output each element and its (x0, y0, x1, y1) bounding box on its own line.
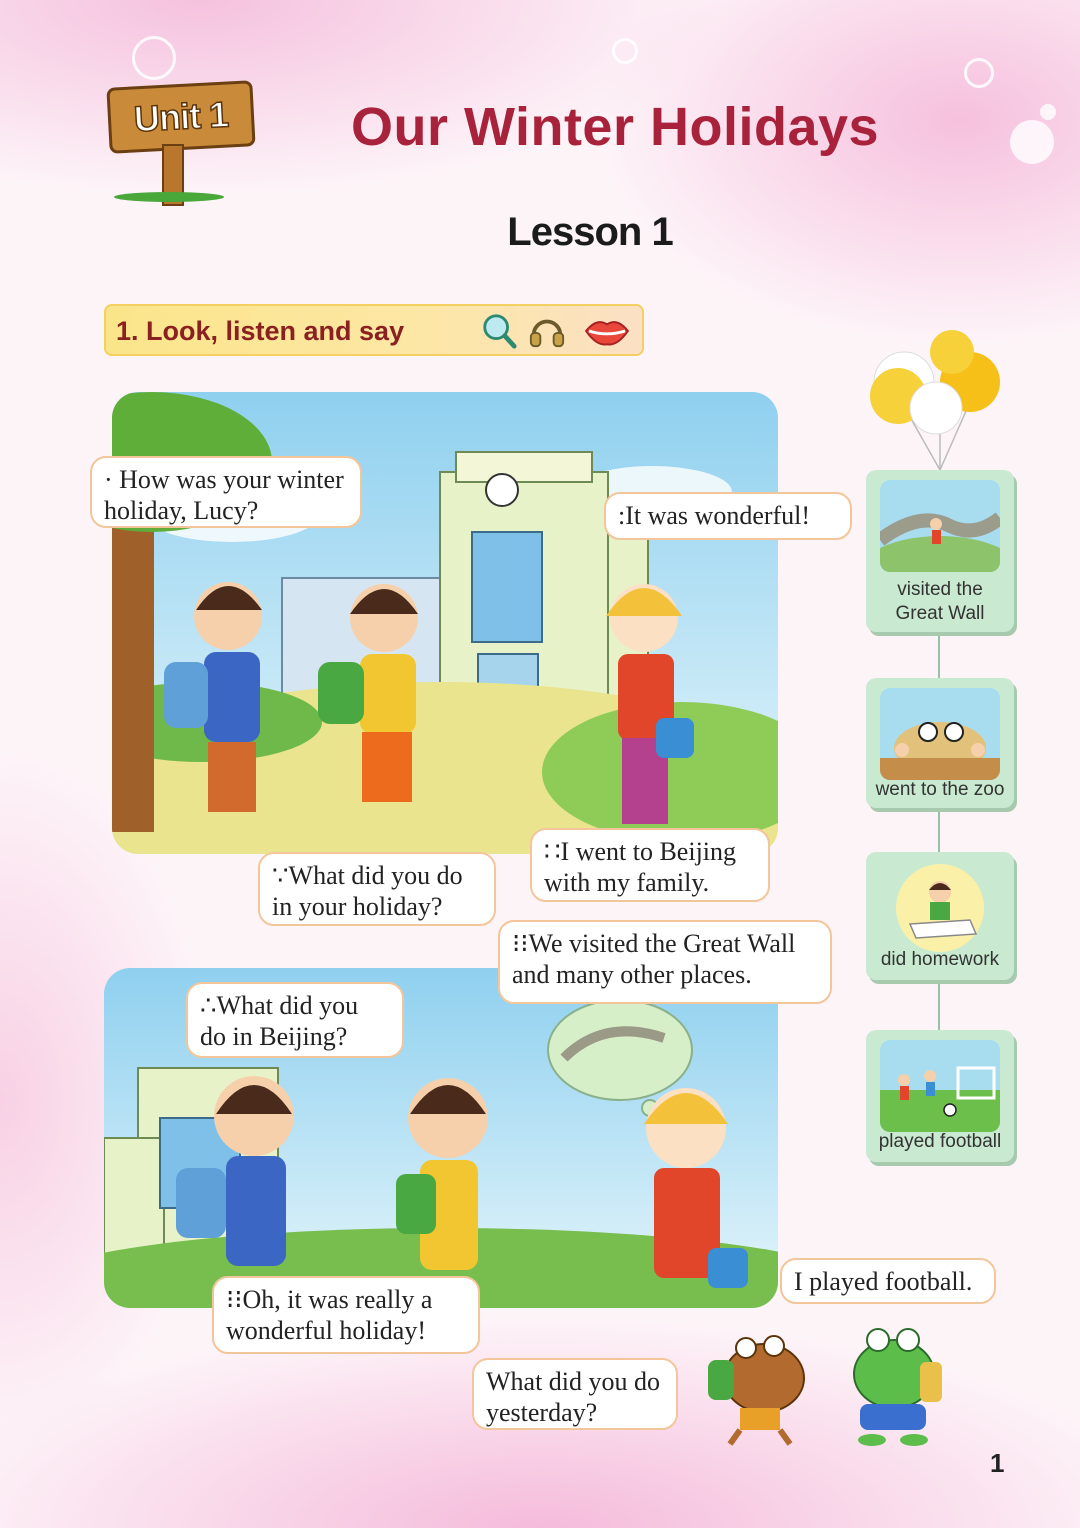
speech-bubble: ∷I went to Beijing with my family. (530, 828, 770, 902)
speech-bubble: ⁝⁝Oh, it was really a wonderful holiday! (212, 1276, 480, 1354)
great-wall-icon (880, 480, 1000, 572)
decor-bubble (1040, 104, 1056, 120)
speech-bubble: :It was wonderful! (604, 492, 852, 540)
decor-bubble (1010, 120, 1054, 164)
vocab-label: went to the zoo (875, 779, 1005, 800)
speech-bubble: · How was your winter holiday, Lucy? (90, 456, 362, 528)
page-title: Our Winter Holidays (350, 97, 880, 157)
brown-toad-icon (700, 1318, 820, 1448)
lesson-heading: Lesson 1 (507, 210, 673, 254)
vocab-connector (938, 632, 940, 678)
decor-bubble (964, 58, 994, 88)
decor-bubble (612, 38, 638, 64)
magnifier-icon (480, 312, 518, 350)
vocab-card-great-wall (866, 470, 1014, 632)
football-icon (880, 1040, 1000, 1132)
page-number: 1 (990, 1448, 1005, 1478)
green-frog-icon (842, 1318, 952, 1448)
vocab-label: did homework (880, 949, 1000, 970)
vocab-card-zoo (866, 678, 1014, 808)
speech-bubble: What did you do yesterday? (472, 1358, 678, 1430)
homework-icon (880, 862, 1000, 954)
speech-bubble: ∴What did you do in Beijing? (186, 982, 404, 1058)
unit-label: Unit 1 (132, 93, 229, 140)
zoo-icon (880, 688, 1000, 780)
unit-signpost (104, 74, 254, 204)
speech-bubble: ⁝⁝We visited the Great Wall and many other places. (498, 920, 832, 1004)
vocab-connector (938, 808, 940, 854)
lips-icon (582, 312, 632, 350)
section-header (104, 304, 644, 356)
vocab-card-football (866, 1030, 1014, 1162)
vocab-label: visited the Great Wall (895, 579, 985, 624)
vocab-label: played football (878, 1131, 1002, 1152)
vocab-card-homework (866, 852, 1014, 980)
headphones-icon (528, 312, 566, 350)
balloons-icon (860, 322, 1010, 472)
section-label: 1. Look, listen and say (116, 316, 405, 346)
speech-bubble: ∵What did you do in your holiday? (258, 852, 496, 926)
speech-bubble: I played football. (780, 1258, 996, 1304)
vocab-connector (938, 980, 940, 1030)
